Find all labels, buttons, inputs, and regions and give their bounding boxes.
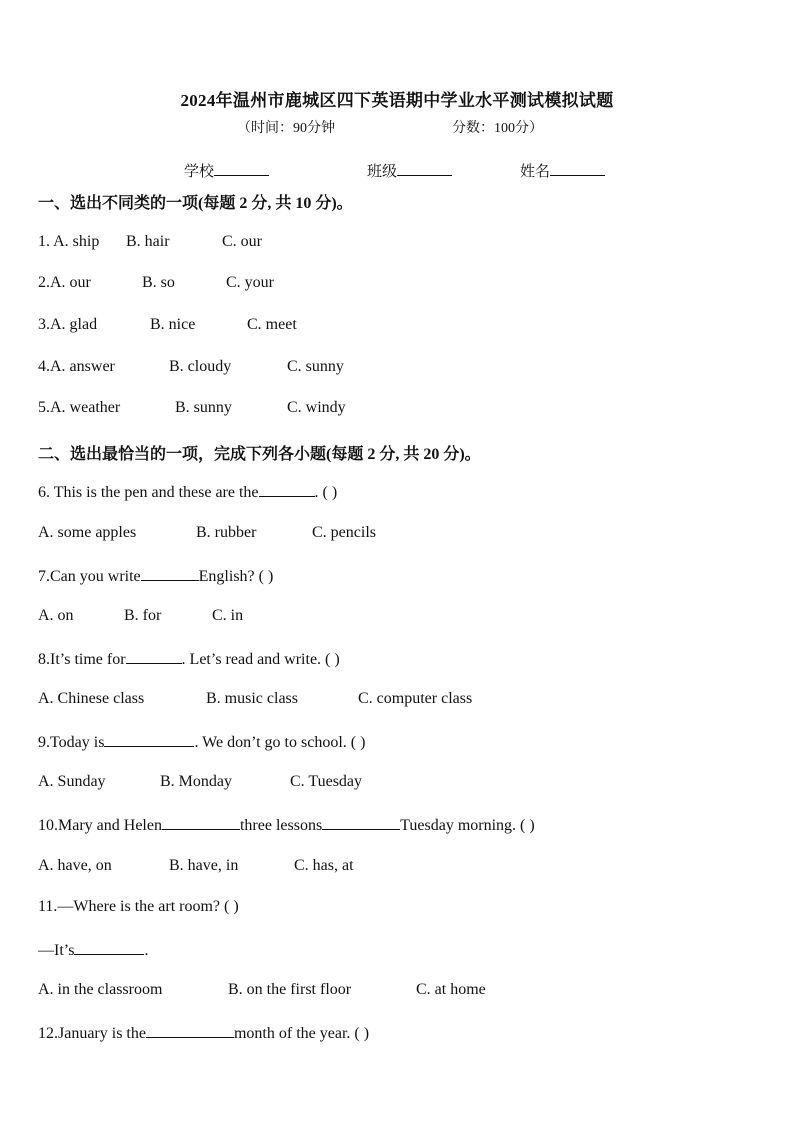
question-2 xyxy=(38,274,274,292)
q3-option-b: B. nice xyxy=(150,316,196,333)
question-9 xyxy=(38,732,365,752)
section1-heading: 一、选出不同类的一项(每题 2 分, 共 10 分)。 xyxy=(38,195,353,212)
q8-stem: 8.It’s time for xyxy=(38,651,126,668)
q11-option-b: B. on the first floor xyxy=(228,981,352,998)
question-6-options xyxy=(38,524,376,542)
q10-blank-2[interactable] xyxy=(322,815,400,830)
q9-blank[interactable] xyxy=(104,732,194,747)
q11-stem: 11.—Where is the art room? ( ) xyxy=(38,898,239,915)
question-10-options xyxy=(38,857,354,875)
q5-option-b: B. sunny xyxy=(175,399,232,416)
q9-stem-end: . We don’t go to school. ( ) xyxy=(194,734,366,751)
q8-stem-end: . Let’s read and write. ( ) xyxy=(181,651,340,668)
q8-option-b: B. music class xyxy=(206,690,298,707)
question-11-answer xyxy=(38,940,148,960)
q11-option-a: A. in the classroom xyxy=(38,981,163,998)
question-3 xyxy=(38,316,297,334)
class-blank[interactable] xyxy=(397,160,452,176)
question-7 xyxy=(38,566,273,586)
q6-blank[interactable] xyxy=(259,482,315,497)
q9-option-a: A. Sunday xyxy=(38,773,106,790)
q10-option-a: A. have, on xyxy=(38,857,112,874)
q6-option-a: A. some apples xyxy=(38,524,137,541)
q3-option-a: .A. glad xyxy=(46,316,98,333)
q11-answer-end: . xyxy=(144,942,149,959)
q6-option-c: C. pencils xyxy=(312,524,376,541)
class-label: 班级 xyxy=(367,164,398,180)
name-blank[interactable] xyxy=(550,160,605,176)
q6-stem-end: . ( ) xyxy=(314,484,338,501)
q11-blank[interactable] xyxy=(74,940,144,955)
q1-option-b: B. hair xyxy=(126,233,170,250)
q2-option-a: .A. our xyxy=(46,274,91,291)
question-5 xyxy=(38,399,346,417)
q10-stem-end: Tuesday morning. ( ) xyxy=(400,817,535,834)
q7-blank[interactable] xyxy=(141,566,199,581)
school-label: 学校 xyxy=(184,164,215,180)
q5-option-c: C. windy xyxy=(287,399,346,416)
school-field xyxy=(184,160,269,181)
q12-blank[interactable] xyxy=(146,1023,234,1038)
question-4 xyxy=(38,358,344,376)
q7-option-b: B. for xyxy=(124,607,162,624)
q8-option-c: C. computer class xyxy=(358,690,473,707)
q9-option-c: C. Tuesday xyxy=(290,773,363,790)
exam-time: （时间：90分钟 xyxy=(237,121,335,136)
q4-option-a: .A. answer xyxy=(46,358,115,375)
question-12 xyxy=(38,1023,369,1043)
q1-num: 1 xyxy=(38,233,46,250)
q7-stem: 7.Can you write xyxy=(38,568,141,585)
q12-stem-end: month of the year. ( ) xyxy=(233,1025,370,1042)
class-field xyxy=(367,160,452,181)
q8-option-a: A. Chinese class xyxy=(38,690,145,707)
question-11-options xyxy=(38,981,486,999)
name-label: 姓名 xyxy=(520,164,551,180)
question-9-options xyxy=(38,773,362,791)
question-8-options xyxy=(38,690,472,708)
question-1 xyxy=(38,233,262,251)
q10-blank-1[interactable] xyxy=(162,815,240,830)
question-7-options xyxy=(38,607,243,625)
q2-num: 2 xyxy=(38,274,46,291)
q10-stem: 10.Mary and Helen xyxy=(38,817,162,834)
q5-num: 5 xyxy=(38,399,46,416)
q4-option-c: C. sunny xyxy=(287,358,344,375)
q12-stem: 12.January is the xyxy=(38,1025,146,1042)
section2-heading: 二、选出最恰当的一项，完成下列各小题(每题 2 分, 共 20 分)。 xyxy=(38,446,481,463)
q1-option-a: . A. ship xyxy=(46,233,100,250)
q9-stem: 9.Today is xyxy=(38,734,105,751)
name-field xyxy=(520,160,605,181)
q10-option-c: C. has, at xyxy=(294,857,354,874)
question-11 xyxy=(38,898,239,916)
q1-option-c: C. our xyxy=(222,233,262,250)
q6-stem: 6. This is the pen and these are the xyxy=(38,484,259,501)
q3-option-c: C. meet xyxy=(247,316,297,333)
q7-option-a: A. on xyxy=(38,607,74,624)
q6-option-b: B. rubber xyxy=(196,524,257,541)
school-blank[interactable] xyxy=(214,160,269,176)
question-8 xyxy=(38,649,340,669)
q9-option-b: B. Monday xyxy=(160,773,232,790)
q4-num: 4 xyxy=(38,358,46,375)
q8-blank[interactable] xyxy=(126,649,182,664)
q10-option-b: B. have, in xyxy=(169,857,239,874)
q4-option-b: B. cloudy xyxy=(169,358,232,375)
exam-title: 2024年温州市鹿城区四下英语期中学业水平测试模拟试题 xyxy=(180,91,614,110)
q11-option-c: C. at home xyxy=(416,981,486,998)
q3-num: 3 xyxy=(38,316,46,333)
q2-option-c: C. your xyxy=(226,274,274,291)
exam-score: 分数：100分） xyxy=(452,121,543,136)
q7-stem-end: English? ( ) xyxy=(198,568,274,585)
q2-option-b: B. so xyxy=(142,274,175,291)
q7-option-c: C. in xyxy=(212,607,244,624)
question-6 xyxy=(38,482,337,502)
q11-answer-stem: —It’s xyxy=(38,942,75,959)
q5-option-a: .A. weather xyxy=(46,399,121,416)
q10-stem-mid: three lessons xyxy=(239,817,323,834)
question-10 xyxy=(38,815,535,835)
